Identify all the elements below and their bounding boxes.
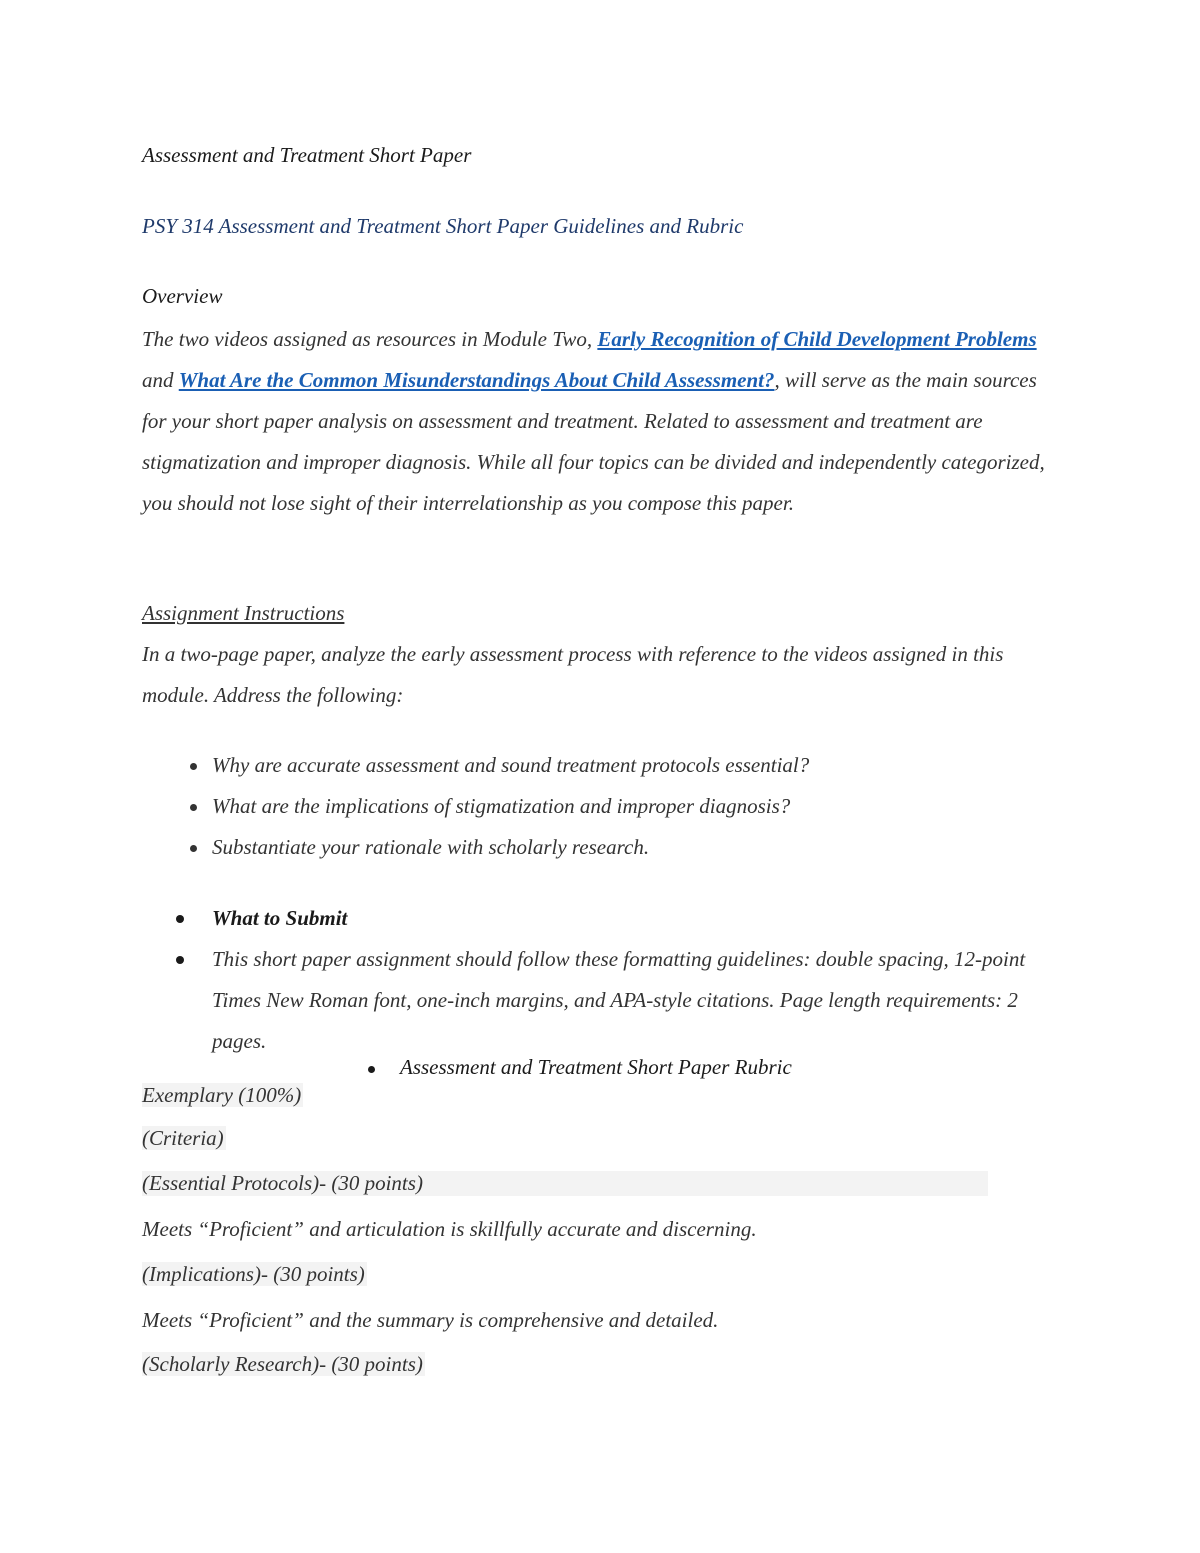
rubric-criterion-essential-protocols: (Essential Protocols)- (30 points) [142,1171,988,1196]
document-subtitle: PSY 314 Assessment and Treatment Short Paper Guidelines and Rubric [142,214,744,238]
overview-heading: Overview [142,284,223,308]
rubric-level [142,1083,303,1108]
list-item [190,786,809,827]
rubric-title [368,1055,792,1080]
overview-text-start: The two videos assigned as resources in Module Two, [142,327,598,351]
question-list [190,745,809,868]
bullet-icon [190,804,197,811]
rubric-criterion-implications-desc: Meets “Proficient” and the summary is comprehensive and detailed. [142,1308,719,1332]
question-text: Why are accurate assessment and sound treatment protocols essential? [212,753,810,777]
rubric-criterion-scholarly-research [142,1352,425,1377]
submit-list [176,898,1056,1062]
overview-and: and [142,368,179,392]
document-title: Assessment and Treatment Short Paper [142,143,472,167]
bullet-icon [176,956,184,964]
instructions-heading: Assignment Instructions [142,601,345,625]
submit-heading: What to Submit [212,906,348,930]
instructions-paragraph: In a two-page paper, analyze the early assessment process with reference to the videos assigned in this module. Address the following: [142,642,1004,707]
list-item [176,939,1056,1062]
link-early-recognition[interactable]: Early Recognition of Child Development Problems [597,327,1037,351]
overview-paragraph [142,319,1052,524]
question-text: Substantiate your rationale with scholarly research. [212,835,650,859]
bullet-icon [176,915,184,923]
bullet-icon [190,845,197,852]
overview-text-end: , will serve as the main sources for your short paper analysis on assessment and treatment. Related to assessment and treatment are stigmatization and improper diagnosis. While all four topics can be divided and independently categorized, you should not lose sight of their interrelationship as you compose this paper. [142,368,1045,515]
link-common-misunderstandings[interactable]: What Are the Common Misunderstandings About Child Assessment? [178,368,775,392]
bullet-icon [190,763,197,770]
rubric-title-text: Assessment and Treatment Short Paper Rubric [400,1055,792,1079]
rubric-level-text: Exemplary (100%) [142,1083,302,1107]
rubric-criterion-essential-protocols-desc: Meets “Proficient” and articulation is skillfully accurate and discerning. [142,1217,757,1241]
bullet-icon [368,1066,375,1073]
submit-text: This short paper assignment should follow these formatting guidelines: double spacing, 12-point Times New Roman font, one-inch margins, and APA-style citations. Page length requirements: 2 pages. [212,947,1026,1053]
list-item [190,827,809,868]
rubric-criteria-text: (Criteria) [142,1126,224,1150]
question-text: What are the implications of stigmatization and improper diagnosis? [212,794,791,818]
rubric-criteria [142,1126,226,1151]
rubric-criterion-implications-text: (Implications)- (30 points) [142,1262,365,1286]
list-item [176,898,1056,939]
rubric-criterion-implications [142,1262,367,1287]
list-item [190,745,809,786]
rubric-criterion-scholarly-research-text: (Scholarly Research)- (30 points) [142,1352,423,1376]
